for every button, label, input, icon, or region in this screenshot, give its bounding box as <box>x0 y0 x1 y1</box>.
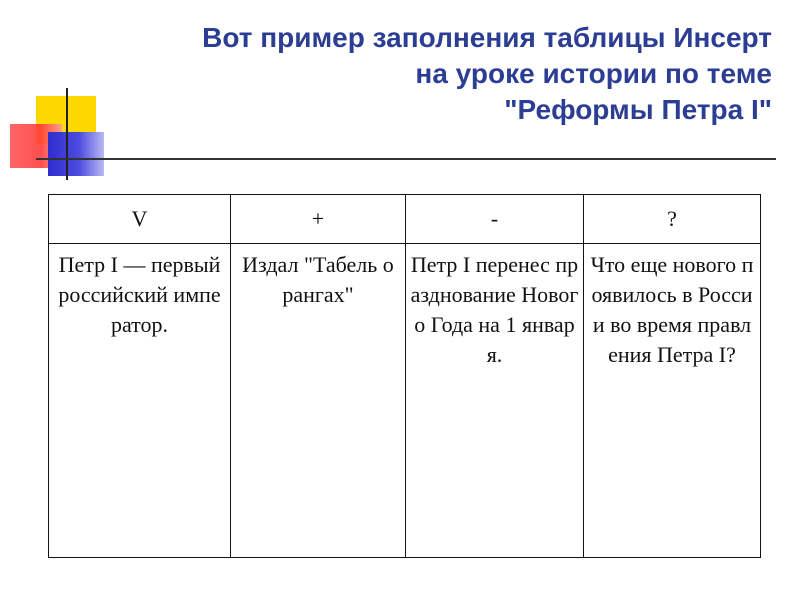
cell-new: Издал "Табель о рангах" <box>231 244 406 558</box>
header-cell-question: ? <box>584 195 761 244</box>
title-underline <box>36 158 776 160</box>
title-line-3: "Реформы Петра I" <box>504 94 772 125</box>
table-row <box>49 244 761 558</box>
cell-question: Что еще нового появилось в России во время правления Петра I? <box>584 244 761 558</box>
decor-vertical-line <box>66 88 68 180</box>
insert-table <box>48 194 761 558</box>
header-cell-contradicts: - <box>406 195 584 244</box>
header-cell-known: V <box>49 195 231 244</box>
title-line-1: Вот пример заполнения таблицы Инсерт <box>202 22 772 53</box>
cell-contradicts: Петр I перенес празднование Нового Года на 1 января. <box>406 244 584 558</box>
decor-blue-square <box>48 132 104 176</box>
slide-title <box>72 20 772 128</box>
header-cell-new: + <box>231 195 406 244</box>
table-header-row <box>49 195 761 244</box>
cell-known: Петр I — первый российский император. <box>49 244 231 558</box>
title-line-2: на уроке истории по теме <box>415 58 772 89</box>
